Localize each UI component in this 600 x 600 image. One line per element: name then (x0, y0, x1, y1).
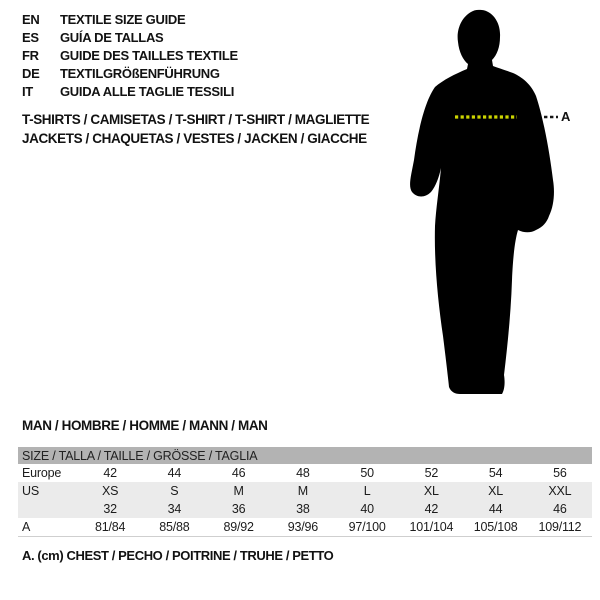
table-row-chest-cm (18, 518, 592, 536)
table-header-label: SIZE / TALLA / TAILLE / GRÖSSE / TAGLIA (18, 447, 592, 464)
table-cell: XS (78, 482, 142, 500)
table-cell: S (142, 482, 206, 500)
table-cell: 56 (553, 466, 567, 480)
language-row-en (22, 11, 238, 29)
table-cell: 46 (528, 500, 592, 518)
product-line-jackets: JACKETS / CHAQUETAS / VESTES / JACKEN / GIACCHE (22, 131, 367, 146)
table-cell: 46 (231, 466, 246, 480)
table-cell: M (271, 482, 335, 500)
table-row-us (18, 482, 592, 500)
table-cell: XXL (528, 482, 592, 500)
silhouette-shape (410, 10, 554, 394)
language-code: DE (22, 66, 40, 81)
table-cell: 40 (335, 500, 399, 518)
table-cell: 54 (488, 466, 503, 480)
section-title: MAN / HOMBRE / HOMME / MANN / MAN (22, 418, 268, 433)
language-list (22, 11, 238, 101)
table-cell: 44 (464, 500, 528, 518)
table-cell: 42 (103, 466, 117, 480)
table-cell: 34 (142, 500, 206, 518)
language-label: GUIDE DES TAILLES TEXTILE (60, 48, 238, 63)
man-silhouette (405, 0, 575, 400)
row-label: Europe (22, 466, 62, 480)
row-label: A (18, 518, 78, 536)
table-cell: 93/96 (271, 518, 335, 536)
table-cell: 42 (399, 500, 463, 518)
table-cell: 109/112 (528, 518, 592, 536)
language-label: GUÍA DE TALLAS (60, 30, 164, 45)
language-code: IT (22, 84, 33, 99)
table-row-europe (18, 464, 592, 482)
language-code: ES (22, 30, 39, 45)
language-label: GUIDA ALLE TAGLIE TESSILI (60, 84, 235, 99)
language-label: TEXTILE SIZE GUIDE (60, 12, 186, 27)
measurement-a-label: A (561, 109, 571, 124)
language-code: FR (22, 48, 39, 63)
table-cell: XL (464, 482, 528, 500)
table-cell: 32 (78, 500, 142, 518)
table-cell: 48 (296, 466, 310, 480)
table-cell: 50 (360, 466, 374, 480)
table-cell: 81/84 (78, 518, 142, 536)
table-cell: 36 (207, 500, 271, 518)
size-table (18, 447, 592, 537)
product-types (22, 110, 369, 148)
table-cell: 101/104 (399, 518, 463, 536)
row-label (18, 500, 78, 518)
product-line-tshirts: T-SHIRTS / CAMISETAS / T-SHIRT / T-SHIRT / MAGLIETTE (22, 112, 370, 127)
table-cell: 89/92 (207, 518, 271, 536)
table-header-row (18, 447, 592, 464)
table-cell: XL (399, 482, 463, 500)
table-cell: L (335, 482, 399, 500)
table-cell: 44 (167, 466, 182, 480)
measurement-footnote: A. (cm) CHEST / PECHO / POITRINE / TRUHE / PETTO (22, 548, 334, 563)
table-cell: 38 (271, 500, 335, 518)
table-cell: M (207, 482, 271, 500)
language-row-de (22, 65, 238, 83)
language-row-fr (22, 47, 238, 65)
table-cell: 105/108 (464, 518, 528, 536)
language-row-es (22, 29, 238, 47)
language-row-it (22, 83, 238, 101)
man-figure (405, 0, 575, 400)
language-code: EN (22, 12, 40, 27)
table-cell: 85/88 (142, 518, 206, 536)
table-cell: 97/100 (335, 518, 399, 536)
language-label: TEXTILGRÖßENFÜHRUNG (60, 66, 220, 81)
row-label: US (18, 482, 78, 500)
table-cell: 52 (424, 466, 439, 480)
table-row-us-numeric (18, 500, 592, 518)
